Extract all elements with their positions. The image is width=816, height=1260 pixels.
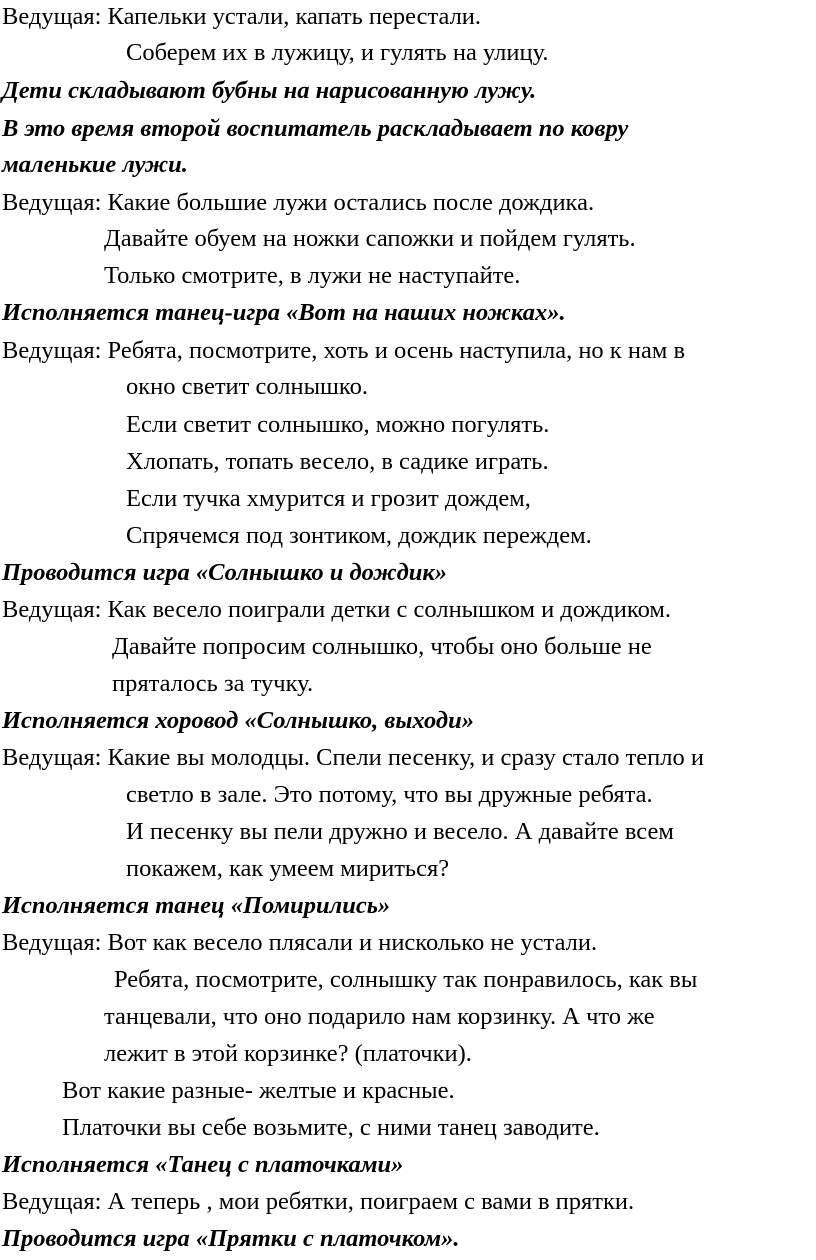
speech-line: светло в зале. Это потому, что вы дружные ребята.	[126, 781, 653, 808]
stage-direction: Исполняется «Танец с платочками»	[2, 1151, 404, 1178]
speech-line: танцевали, что оно подарило нам корзинку. А что же	[104, 1003, 655, 1030]
speech-line: Если тучка хмурится и грозит дождем,	[126, 485, 531, 512]
speech-line: лежит в этой корзинке? (платочки).	[104, 1040, 472, 1067]
speech-line: Ведущая: Капельки устали, капать перестали.	[2, 3, 482, 30]
stage-direction: маленькие лужи.	[2, 151, 188, 178]
stage-direction: Исполняется хоровод «Солнышко, выходи»	[2, 707, 474, 734]
speech-line: Ведущая: А теперь , мои ребятки, поиграем с вами в прятки.	[2, 1188, 635, 1215]
speech-line: пряталось за тучку.	[112, 670, 314, 697]
stage-direction: В это время второй воспитатель раскладывает по ковру	[2, 115, 629, 142]
speech-line: Ведущая: Какие вы молодцы. Спели песенку, и сразу стало тепло и	[2, 744, 704, 771]
speech-line: Платочки вы себе возьмите, с ними танец заводите.	[62, 1114, 600, 1141]
speech-line: покажем, как умеем мириться?	[126, 855, 450, 882]
speech-line: Давайте обуем на ножки сапожки и пойдем гулять.	[104, 225, 636, 252]
speech-line: И песенку вы пели дружно и весело. А давайте всем	[126, 818, 674, 845]
stage-direction: Дети складывают бубны на нарисованную лужу.	[2, 77, 537, 104]
speech-line: Хлопать, топать весело, в садике играть.	[126, 448, 549, 475]
speech-line: Вот какие разные- желтые и красные.	[62, 1077, 455, 1104]
stage-direction: Проводится игра «Прятки с платочком».	[2, 1225, 460, 1252]
speech-line: Если светит солнышко, можно погулять.	[126, 411, 550, 438]
speech-line: Ведущая: Как весело поиграли детки с солнышком и дождиком.	[2, 596, 671, 623]
speech-line: Ведущая: Ребята, посмотрите, хоть и осень наступила, но к нам в	[2, 337, 686, 364]
stage-direction: Исполняется танец «Помирились»	[2, 892, 391, 919]
speech-line: Спрячемся под зонтиком, дождик переждем.	[126, 522, 592, 549]
speech-line: окно светит солнышко.	[126, 373, 368, 400]
speech-line: Ребята, посмотрите, солнышку так понравилось, как вы	[114, 966, 698, 993]
stage-direction: Проводится игра «Солнышко и дождик»	[2, 559, 448, 586]
speech-line: Ведущая: Какие большие лужи остались после дождика.	[2, 189, 595, 216]
stage-direction: Исполняется танец-игра «Вот на наших ножках».	[2, 299, 566, 326]
speech-line: Соберем их в лужицу, и гулять на улицу.	[126, 39, 549, 66]
speech-line: Только смотрите, в лужи не наступайте.	[104, 262, 521, 289]
speech-line: Давайте попросим солнышко, чтобы оно больше не	[112, 633, 652, 660]
speech-line: Ведущая: Вот как весело плясали и нисколько не устали.	[2, 929, 598, 956]
